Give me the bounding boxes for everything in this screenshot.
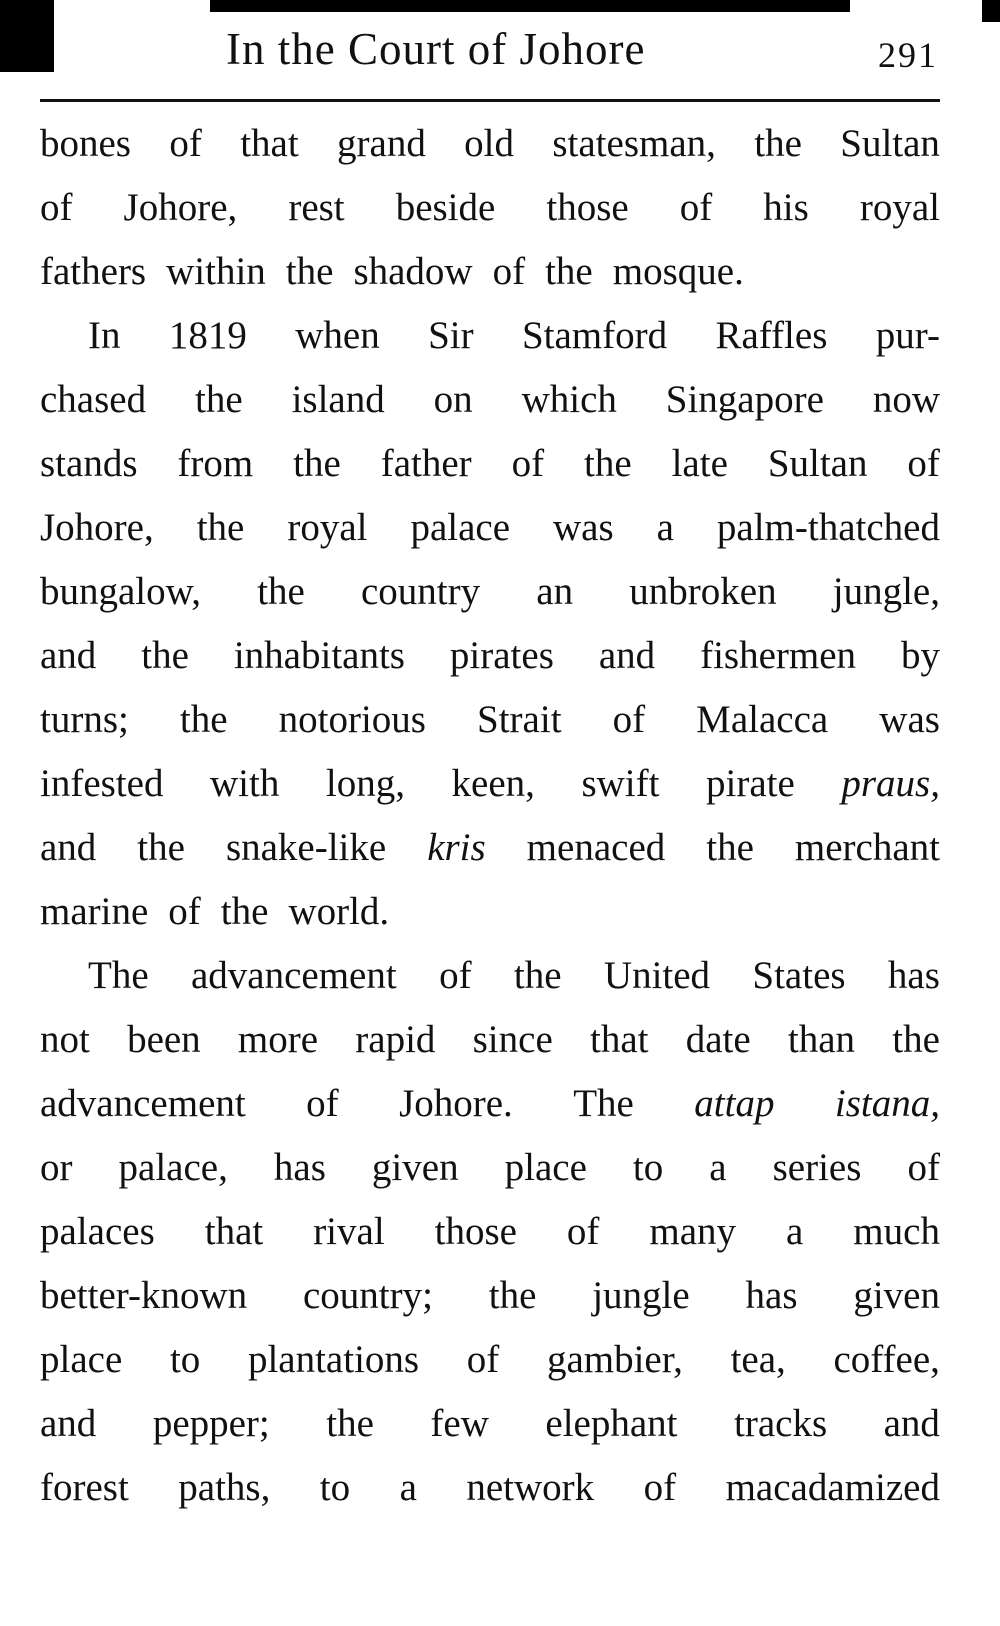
word: network xyxy=(466,1466,595,1509)
word: notorious xyxy=(278,698,426,741)
text-line xyxy=(40,1456,940,1520)
text-line xyxy=(40,560,940,624)
word: Sir xyxy=(428,314,474,357)
text-line xyxy=(40,752,940,816)
word: few xyxy=(430,1402,489,1445)
text-line xyxy=(40,816,940,880)
word: many xyxy=(649,1210,737,1253)
word: the xyxy=(196,506,245,549)
word: stands xyxy=(40,442,138,485)
word: infested xyxy=(40,762,164,805)
text-block xyxy=(40,112,940,1520)
word: has xyxy=(887,954,940,997)
word: tea, xyxy=(730,1338,786,1381)
word: given xyxy=(853,1274,940,1317)
word: bones xyxy=(40,122,131,165)
text-line xyxy=(40,944,940,1008)
word: Stamford xyxy=(521,314,668,357)
word: of xyxy=(169,122,202,165)
word: to xyxy=(169,1338,201,1381)
word: given xyxy=(371,1146,459,1189)
word: the xyxy=(195,378,243,421)
word: merchant xyxy=(794,826,940,869)
word: the xyxy=(137,826,185,869)
word: was xyxy=(552,506,614,549)
word: of xyxy=(566,1210,600,1253)
word: with xyxy=(210,762,280,805)
word: has xyxy=(273,1146,326,1189)
word: the xyxy=(545,250,593,293)
text-line xyxy=(40,1200,940,1264)
word: series xyxy=(772,1146,862,1189)
word: the xyxy=(257,570,305,613)
word: royal xyxy=(859,186,940,229)
text-line xyxy=(40,432,940,496)
word: old xyxy=(464,122,515,165)
word: fishermen xyxy=(700,634,857,677)
word: a xyxy=(656,506,674,549)
word: United xyxy=(603,954,711,997)
text-line xyxy=(40,688,940,752)
word: statesman, xyxy=(552,122,716,165)
word: Sultan xyxy=(840,122,940,165)
word: and xyxy=(883,1402,940,1445)
word: The xyxy=(88,954,149,997)
word: place xyxy=(40,1338,123,1381)
word: of xyxy=(907,442,940,485)
text-line xyxy=(40,1008,940,1072)
text-line xyxy=(40,496,940,560)
word: forest xyxy=(40,1466,129,1509)
word: late xyxy=(671,442,728,485)
word: the xyxy=(141,634,189,677)
italic-word: attap xyxy=(694,1082,775,1125)
word: to xyxy=(319,1466,351,1509)
word: the xyxy=(892,1018,940,1061)
word: a xyxy=(786,1210,804,1253)
running-title: In the Court of Johore xyxy=(226,24,646,74)
word: bungalow, xyxy=(40,570,202,613)
word: date xyxy=(685,1018,751,1061)
word: Johore, xyxy=(123,186,238,229)
word: beside xyxy=(395,186,496,229)
word: snake-like xyxy=(225,826,387,869)
word: father xyxy=(380,442,472,485)
word: palm-thatched xyxy=(716,506,940,549)
word: and xyxy=(40,826,97,869)
word: an xyxy=(536,570,574,613)
word: rapid xyxy=(355,1018,436,1061)
text-line xyxy=(40,624,940,688)
word: by xyxy=(900,634,940,677)
word: Singapore xyxy=(665,378,824,421)
word: pirates xyxy=(449,634,554,677)
word: Malacca xyxy=(696,698,829,741)
word: his xyxy=(763,186,809,229)
word: palace, xyxy=(118,1146,228,1189)
word: royal xyxy=(287,506,368,549)
text-line xyxy=(40,368,940,432)
scan-edge-top xyxy=(210,0,850,12)
word: much xyxy=(853,1210,940,1253)
word: pirate xyxy=(706,762,795,805)
word: Raffles xyxy=(715,314,828,357)
word: which xyxy=(521,378,617,421)
word: fathers xyxy=(40,250,147,293)
running-head xyxy=(40,18,940,88)
word: the xyxy=(584,442,632,485)
scan-edge-top-right xyxy=(982,0,1000,22)
word: rival xyxy=(313,1210,385,1253)
word: has xyxy=(745,1274,798,1317)
word: country; xyxy=(302,1274,433,1317)
word: inhabitants xyxy=(233,634,405,677)
word: the xyxy=(220,890,269,933)
word: world. xyxy=(288,890,390,933)
word: those xyxy=(546,186,629,229)
word: Johore, xyxy=(40,506,154,549)
word: 1819 xyxy=(168,314,247,357)
word: and xyxy=(40,634,97,677)
word: advancement xyxy=(190,954,397,997)
word: was xyxy=(879,698,940,741)
word: country xyxy=(361,570,481,613)
word: from xyxy=(177,442,254,485)
word: palace xyxy=(410,506,511,549)
word: than xyxy=(787,1018,856,1061)
word: the xyxy=(179,698,228,741)
word: chased xyxy=(40,378,147,421)
word: States xyxy=(752,954,846,997)
word: plantations xyxy=(247,1338,420,1381)
word: of xyxy=(511,442,545,485)
word: mosque. xyxy=(612,250,744,293)
word: not xyxy=(40,1018,90,1061)
word: the xyxy=(285,250,334,293)
text-line xyxy=(40,176,940,240)
word: macadamized xyxy=(725,1466,940,1509)
word: Sultan xyxy=(767,442,868,485)
word: the xyxy=(754,122,802,165)
text-line xyxy=(40,1136,940,1200)
text-line xyxy=(40,880,940,944)
word: better-known xyxy=(40,1274,248,1317)
text-line xyxy=(40,1264,940,1328)
word: that xyxy=(589,1018,649,1061)
word: jungle xyxy=(592,1274,690,1317)
word: Johore. xyxy=(399,1082,513,1125)
italic-word: praus, xyxy=(841,762,940,805)
word: of xyxy=(643,1466,677,1509)
word: on xyxy=(433,378,473,421)
word: gambier, xyxy=(546,1338,683,1381)
header-rule xyxy=(40,99,940,102)
word: the xyxy=(488,1274,537,1317)
word: the xyxy=(706,826,754,869)
word: of xyxy=(306,1082,339,1125)
word: when xyxy=(295,314,380,357)
word: and xyxy=(40,1402,97,1445)
word: been xyxy=(127,1018,201,1061)
word: to xyxy=(632,1146,664,1189)
word: In xyxy=(88,314,121,357)
word: coffee, xyxy=(833,1338,940,1381)
word: or xyxy=(40,1146,73,1189)
word: of xyxy=(907,1146,940,1189)
word: menaced xyxy=(526,826,666,869)
italic-word: istana, xyxy=(834,1082,940,1125)
word: advancement xyxy=(40,1082,246,1125)
word: turns; xyxy=(40,698,129,741)
word: within xyxy=(166,250,266,293)
word: of xyxy=(40,186,73,229)
word: the xyxy=(513,954,562,997)
word: island xyxy=(291,378,385,421)
word: the xyxy=(326,1402,374,1445)
word: of xyxy=(612,698,646,741)
word: shadow xyxy=(353,250,473,293)
word: elephant xyxy=(545,1402,678,1445)
text-line xyxy=(40,1072,940,1136)
word: that xyxy=(204,1210,264,1253)
word: rest xyxy=(288,186,345,229)
word: marine xyxy=(40,890,149,933)
word: swift xyxy=(581,762,660,805)
word: grand xyxy=(337,122,426,165)
page-number: 291 xyxy=(878,35,938,75)
word: the xyxy=(293,442,341,485)
word: pur- xyxy=(875,314,940,357)
word: those xyxy=(434,1210,517,1253)
word: a xyxy=(399,1466,417,1509)
italic-word: kris xyxy=(427,826,486,869)
word: place xyxy=(504,1146,587,1189)
word: that xyxy=(240,122,299,165)
word: of xyxy=(439,954,472,997)
word: palaces xyxy=(40,1210,155,1253)
word: paths, xyxy=(178,1466,271,1509)
word: more xyxy=(237,1018,319,1061)
text-line xyxy=(40,240,940,304)
word: of xyxy=(492,250,526,293)
word: and xyxy=(598,634,656,677)
text-line xyxy=(40,1328,940,1392)
word: jungle, xyxy=(832,570,940,613)
word: of xyxy=(679,186,713,229)
word: of xyxy=(466,1338,500,1381)
word: unbroken xyxy=(629,570,777,613)
word: long, xyxy=(325,762,405,805)
word: tracks xyxy=(734,1402,828,1445)
word: pepper; xyxy=(152,1402,270,1445)
word: keen, xyxy=(451,762,535,805)
text-line xyxy=(40,304,940,368)
text-line xyxy=(40,112,940,176)
word: Strait xyxy=(477,698,562,741)
word: of xyxy=(168,890,201,933)
word: since xyxy=(472,1018,553,1061)
word: a xyxy=(709,1146,727,1189)
text-line xyxy=(40,1392,940,1456)
word: The xyxy=(573,1082,634,1125)
word: now xyxy=(872,378,940,421)
